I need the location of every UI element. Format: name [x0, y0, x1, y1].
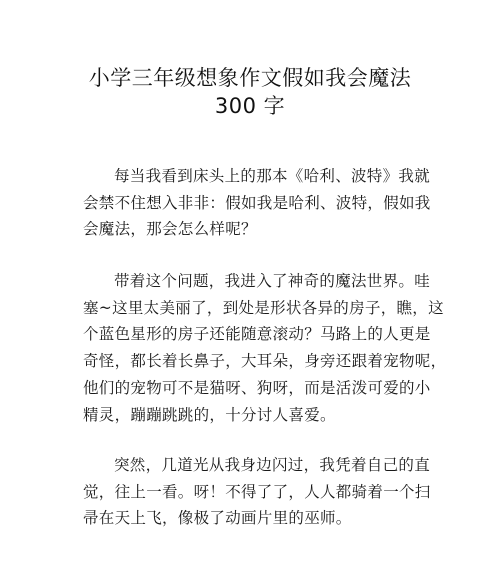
paragraph-line: 会魔法，那会怎么样呢？	[83, 220, 257, 239]
paragraph-line: 个蓝色星形的房子还能随意滚动？马路上的人更是	[83, 325, 431, 344]
paragraph-line: 带着这个问题，我进入了神奇的魔法世界。哇	[114, 272, 431, 290]
paragraph-line: 突然，几道光从我身边闪过，我凭着自己的直	[114, 456, 431, 474]
paragraph-3	[83, 452, 431, 532]
document-title-line-2: 300 字	[214, 94, 286, 118]
paragraph-line: 塞~这里太美丽了，到处是形状各异的房子，瞧，这	[83, 298, 444, 317]
paragraph-line: 帚在天上飞，像极了动画片里的巫师。	[83, 509, 352, 528]
paragraph-line: 觉，往上一看。呀！不得了了，人人都骑着一个扫	[83, 482, 431, 501]
paragraph-line: 每当我看到床头上的那本《哈利、波特》我就	[114, 167, 431, 185]
paragraph-line: 精灵，蹦蹦跳跳的，十分讨人喜爱。	[83, 405, 336, 424]
paragraph-line: 他们的宠物可不是猫呀、狗呀，而是活泼可爱的小	[83, 378, 431, 397]
paragraph-line: 会禁不住想入非非：假如我是哈利、波特，假如我	[83, 193, 431, 212]
paragraph-line: 奇怪，都长着长鼻子，大耳朵，身旁还跟着宠物呢，	[83, 352, 447, 371]
paragraph-1	[83, 163, 431, 243]
document-title-line-1: 小学三年级想象作文假如我会魔法	[88, 66, 412, 90]
paragraph-2	[83, 268, 447, 428]
